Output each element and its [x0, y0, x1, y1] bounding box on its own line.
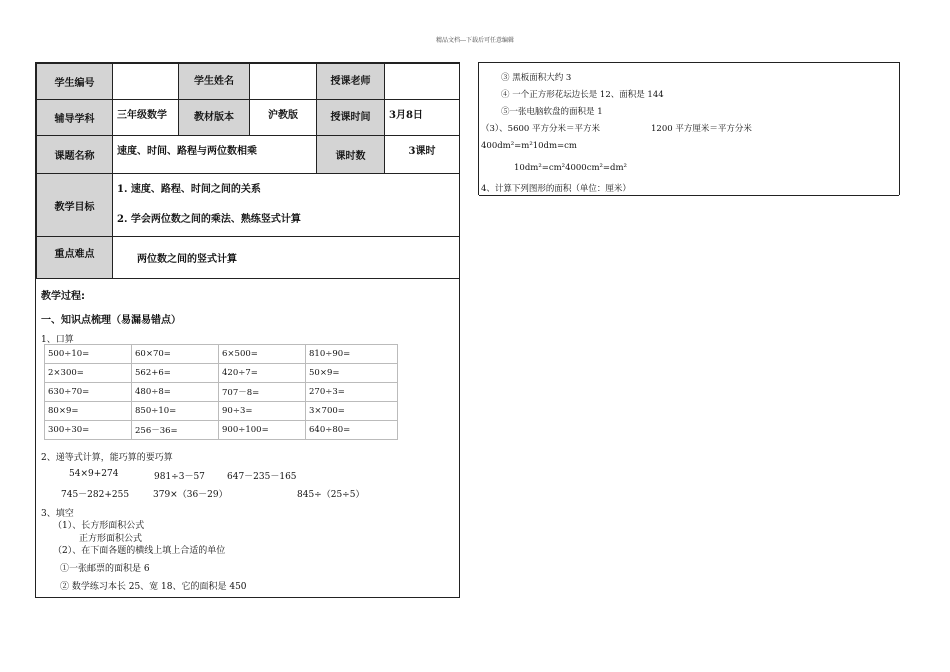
area-calc-title: 4、计算下列图形的面积（单位：厘米）	[481, 184, 631, 194]
fill-item: （1）、长方形面积公式	[53, 521, 145, 531]
equation-item: 981÷3－57	[154, 472, 205, 482]
equation-item: 745－282+255	[61, 490, 130, 500]
fill-item: ⑤一张电脑软盘的面积是 1	[501, 107, 603, 117]
lesson-info-table	[36, 63, 460, 279]
student-name-value[interactable]	[250, 64, 317, 100]
equation-title: 2、递等式计算，能巧算的要巧算	[41, 453, 173, 463]
equation-item: 647－235－165	[227, 472, 297, 482]
subject-value: 三年级数学	[113, 100, 179, 136]
fill-title: 3、填空	[41, 509, 74, 519]
time-value: 3月8日	[385, 100, 460, 136]
edition-value: 沪教版	[250, 100, 317, 136]
equation-item: 54×9+274	[69, 469, 119, 479]
goal-2: 2. 学会两位数之间的乘法、熟练竖式计算	[117, 214, 301, 225]
table-row	[45, 364, 398, 383]
oral-cell: 90÷3=	[219, 402, 306, 421]
topic-label: 课题名称	[37, 136, 113, 174]
fill-item: （2）、在下面各题的横线上填上合适的单位	[53, 546, 226, 556]
edition-label: 教材版本	[179, 100, 250, 136]
student-no-label: 学生编号	[37, 64, 113, 100]
student-no-value[interactable]	[113, 64, 179, 100]
fill-item: ③ 黑板面积大约 3	[501, 73, 572, 83]
oral-cell: 850÷10=	[132, 402, 219, 421]
goal-cell	[113, 174, 460, 237]
subject-label: 辅导学科	[37, 100, 113, 136]
oral-cell: 640÷80=	[306, 421, 398, 440]
goal-1: 1. 速度、路程、时间之间的关系	[117, 184, 261, 195]
divider	[479, 195, 899, 196]
oral-cell: 900÷100=	[219, 421, 306, 440]
continuation-frame	[478, 62, 900, 195]
header-note: 精品文档---下载后可任意编辑	[435, 37, 515, 44]
topic-value: 速度、时间、路程与两位数相乘	[113, 136, 317, 174]
section-1-title: 一、知识点梳理（易漏易错点）	[41, 315, 181, 326]
oral-cell: 50×9=	[306, 364, 398, 383]
table-row	[45, 421, 398, 440]
oral-cell: 562+6=	[132, 364, 219, 383]
oral-cell: 256－36=	[132, 421, 219, 440]
equation-item: 845÷（25÷5）	[297, 490, 365, 500]
oral-cell: 630÷70=	[45, 383, 132, 402]
teacher-label: 授课老师	[317, 64, 385, 100]
oral-cell: 500÷10=	[45, 345, 132, 364]
table-row	[45, 345, 398, 364]
oral-cell: 420÷7=	[219, 364, 306, 383]
lesson-plan-frame	[35, 62, 460, 598]
fill-item: 400dm²=m²10dm=cm	[481, 141, 577, 151]
hours-label: 课时数	[317, 136, 385, 174]
table-row	[45, 383, 398, 402]
hours-value: 3课时	[385, 136, 460, 174]
table-row	[45, 402, 398, 421]
fill-item: ①一张邮票的面积是 6	[60, 564, 150, 574]
oral-cell: 80×9=	[45, 402, 132, 421]
time-label: 授课时间	[317, 100, 385, 136]
oral-cell: 60×70=	[132, 345, 219, 364]
oral-cell: 270÷3=	[306, 383, 398, 402]
oral-calc-table	[44, 344, 398, 440]
equation-item: 379×（36－29）	[153, 490, 228, 500]
fill-item: 10dm²=cm²4000cm²=dm²	[514, 163, 627, 173]
oral-cell: 6×500=	[219, 345, 306, 364]
oral-cell: 3×700=	[306, 402, 398, 421]
key-value: 两位数之间的竖式计算	[113, 237, 460, 279]
oral-cell: 300÷30=	[45, 421, 132, 440]
fill-item: （3）、5600 平方分米＝平方米	[481, 124, 600, 134]
oral-cell: 2×300=	[45, 364, 132, 383]
fill-item: ② 数学练习本长 25、宽 18、它的面积是 450	[60, 582, 247, 592]
key-label: 重点难点	[37, 237, 113, 279]
process-title: 教学过程:	[41, 291, 85, 302]
student-name-label: 学生姓名	[179, 64, 250, 100]
oral-cell: 480÷8=	[132, 383, 219, 402]
fill-item: 1200 平方厘米＝平方分米	[651, 124, 752, 134]
oral-title: 1、口算	[41, 335, 74, 345]
goal-label: 教学目标	[37, 174, 113, 237]
fill-item: ④ 一个正方形花坛边长是 12、面积是 144	[501, 90, 664, 100]
fill-item: 正方形面积公式	[79, 534, 143, 544]
oral-cell: 707－8=	[219, 383, 306, 402]
teacher-value[interactable]	[385, 64, 460, 100]
oral-cell: 810÷90=	[306, 345, 398, 364]
